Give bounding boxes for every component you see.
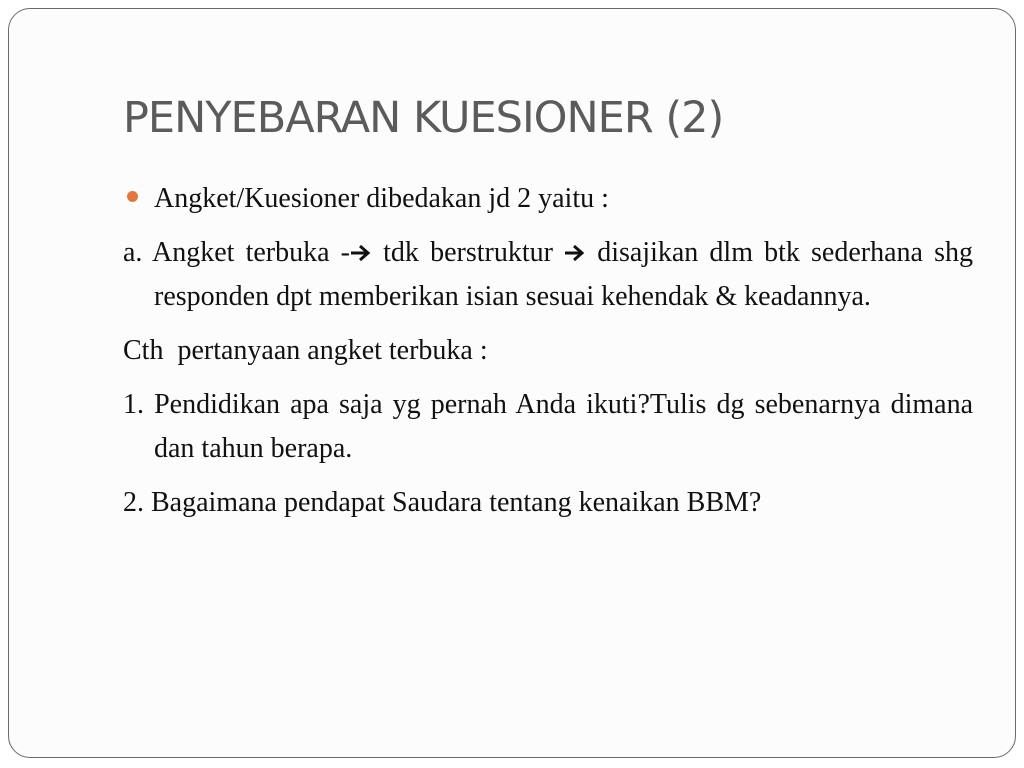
item-a <box>123 231 973 319</box>
slide-title: PENYEBARAN KUESIONER (2) <box>123 93 724 143</box>
bullet-text: Angket/Kuesioner dibedakan jd 2 yaitu : <box>154 183 609 214</box>
example-2: 2. Bagaimana pendapat Saudara tentang kenaikan BBM? <box>123 487 762 518</box>
example-heading: Cth pertanyaan angket terbuka : <box>123 335 488 366</box>
bullet-dot-icon <box>127 191 138 202</box>
example-1: 1. Pendidikan apa saja yg pernah Anda ikuti?Tulis dg sebenarnya dimana dan tahun berapa. <box>123 389 973 464</box>
bullet-item <box>123 177 973 221</box>
slide-body <box>123 177 973 535</box>
item-a-rest: disajikan dlm btk sederhana shg responden dpt memberikan isian sesuai kehendak & keadannya. <box>154 237 974 312</box>
item-a-prefix: a. Angket terbuka - <box>123 237 351 268</box>
slide-frame <box>8 8 1016 758</box>
right-arrow-icon <box>350 244 372 262</box>
item-a-mid: tdk berstruktur <box>372 237 565 268</box>
right-arrow-icon <box>564 244 586 262</box>
